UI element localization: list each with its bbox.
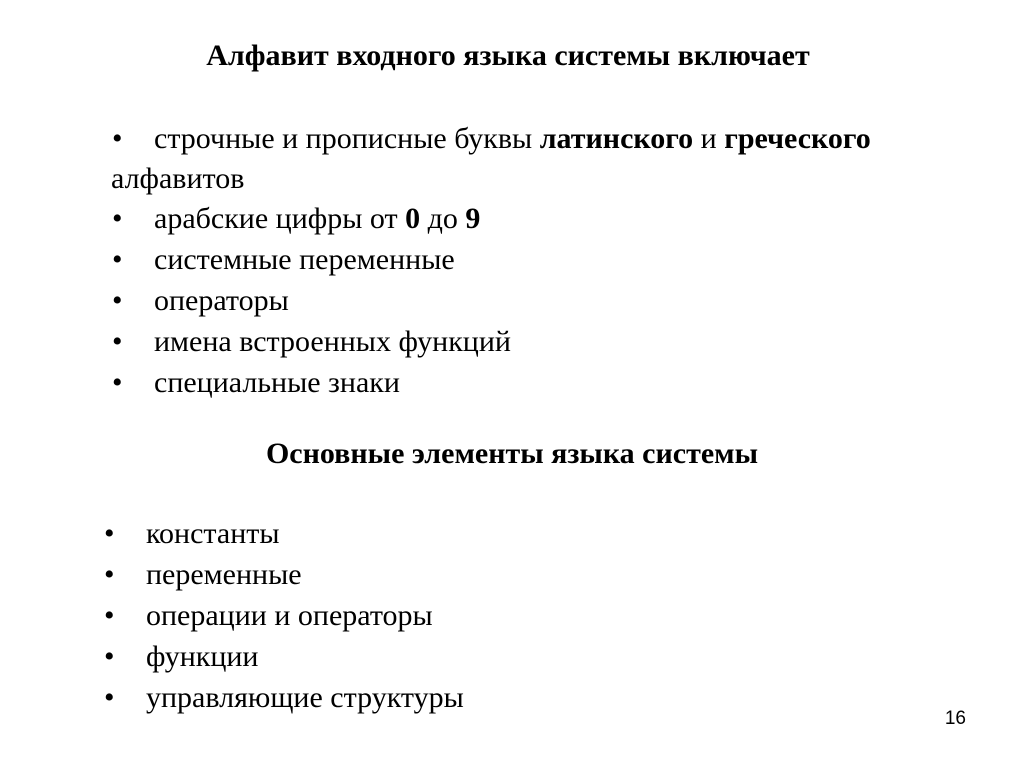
bullet-marker: • [104, 640, 115, 673]
bullet-marker: • [104, 558, 115, 591]
list-item: переменные [146, 558, 302, 591]
bullet-marker: • [104, 599, 115, 632]
list-item: имена встроенных функций [154, 325, 511, 358]
bullet-marker: • [104, 517, 115, 550]
bullet-marker: • [112, 243, 123, 276]
bullet-marker: • [104, 681, 115, 714]
list-item [154, 121, 871, 157]
item-text: строчные и прописные буквы [154, 122, 540, 155]
list-item: операции и операторы [146, 599, 433, 632]
list-item: специальные знаки [154, 366, 400, 399]
item-bold-text: греческого [724, 122, 871, 155]
bullet-marker: • [112, 202, 123, 235]
list-item: системные переменные [154, 243, 455, 276]
list-item: управляющие структуры [146, 681, 464, 714]
bullet-marker: • [112, 366, 123, 399]
bullet-marker: • [112, 122, 123, 155]
item-bold-text: 9 [465, 202, 481, 235]
list-item [154, 201, 480, 237]
bullet-marker: • [112, 284, 123, 317]
alphabet-heading: Алфавит входного языка системы включает [206, 39, 810, 72]
list-item: функции [146, 640, 259, 673]
list-item: константы [146, 517, 280, 550]
item-bold-text: латинского [539, 122, 694, 155]
item-text: до [420, 202, 466, 235]
elements-heading: Основные элементы языка системы [265, 437, 759, 470]
item-text: арабские цифры от [154, 202, 406, 235]
bullet-marker: • [112, 325, 123, 358]
item-text: и [693, 122, 725, 155]
item-bold-text: 0 [405, 202, 421, 235]
page-number: 16 [944, 708, 966, 729]
list-item-continuation: алфавитов [111, 162, 245, 195]
list-item: операторы [154, 284, 289, 317]
